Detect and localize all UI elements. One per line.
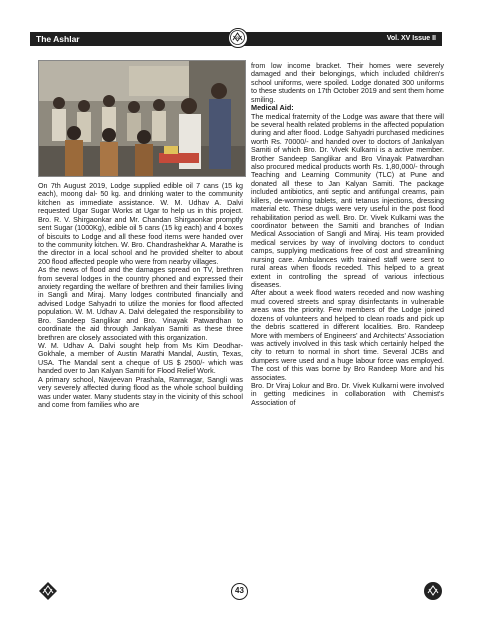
masonic-emblem-icon: [228, 28, 248, 48]
paragraph: As the news of flood and the damages spread on TV, brethren from several lodges in the country phoned and expressed their anxiety regarding the welfare of brethren and their families living in Sangli and Miraj. Many lodges contributed financially and advised Lodge Sahyadri to utilize the monies for flood affected population. W. M. Udhav A. Dalvi delegated the responsibility to Bro. Sandeep Sanglikar and Bro. Vinayak Patwardhan to coordinate the aid through Jankalyan Samiti as these three brethren are closely associated with this organization.: [38, 266, 243, 342]
paragraph: On 7th August 2019, Lodge supplied edible oil 7 cans (15 kg each), moong dal- 50 kg. and drinking water to the community kitchen as immediate assistance. W. M. Udhav A. Dalvi requested Ugar Sugar Works at Ugar to help us in this project. Bro. R. V. Shirgaonkar and Mr. Chandan Shirgaonkar promptly sent Sugar (1000Kg), edible oil 5 cans (15 kg each) and 4 boxes of biscuits to Lodge and all these food items were handed over to the community kitchen. W. Bro. Chandrashekhar A. Marathe is the director in a local school and he provided shelter to about 200 flood affected people who were from nearby villages.: [38, 182, 243, 266]
paragraph: A primary school, Navjeevan Prashala, Ramnagar, Sangli was very severely affected during flood as the whole school building was under water. Many students stay in the vicinity of this school and come from families who are: [38, 375, 243, 409]
paragraph: W. M. Udhav A. Dalvi sought help from Ms Kim Deodhar-Gokhale, a member of Austin Marathi Mandal, Austin, Texas, USA. The Mandal sent a cheque of US $ 2500/- which was handed over to Jan Kalyan Samiti for Flood Relief Work.: [38, 342, 243, 376]
paragraph: Bro. Dr Viraj Lokur and Bro. Dr. Vivek Kulkarni were involved in getting medicines in collaboration with Chemist's Association of: [251, 382, 444, 407]
event-photo: [38, 60, 246, 177]
publication-title: The Ashlar: [36, 34, 80, 44]
left-column: [38, 182, 243, 409]
photo-food-distribution-children-icon: [39, 61, 245, 176]
masonic-emblem-icon: [38, 581, 58, 601]
paragraph: After about a week flood waters receded and now washing mud covered streets and spray disinfectants in vulnerable areas was the priority. Few members of the Lodge joined dozens of volunteers and helped to clean roads and pick up the debris scattered in different localities. Bro. Randeep More with members of Engineers' and Architects' Association was actively involved in this task which certainly helped the city to return to normal in short time. Several JCBs and dumpers were used and a huge labour force was employed. The cost of this was borne by Bro Randeep More and his associates.: [251, 289, 444, 382]
paragraph: The medical fraternity of the Lodge was aware that there will be several health related problems in the affected population during and after flood. Lodge Sahyadri purchased medicines worth Rs. 70000/- and handed over to doctors of Jankalyan Samiti of which Bro. Dr. Vivek Kulkarni is a active member. Brother Sandeep Sanglikar and Bro Vinayak Patwardhan also procured medical products worth Rs. 1,80,000/- through Teaching and Learning Community (TLC) at Pune and donated all these to Jan Kalyan Samiti. The package included antibiotics, anti septic and antifungal creams, pain killers, de-worming tablets, anti tetanus injections, dressing material etc. These drugs were very useful in the post flood rehabilitation period as well. Bro. Dr. Vivek Kulkarni was the coordinator between the Samiti and branches of Indian Medical Association of Sangli and Miraj. His team provided medical services by way of involving doctors to conduct camps, supplying medications free of cost and streamlining nursing care. Ambulances with trained staff were sent to rural areas when floods receded. This helped to a great extent in controlling the spread of various infectious diseases.: [251, 112, 444, 289]
section-heading: Medical Aid:: [251, 103, 294, 113]
svg-text:G: G: [235, 35, 240, 40]
page-number: 43: [231, 583, 248, 600]
issue-label: Vol. XV Issue II: [386, 35, 436, 42]
right-column: [251, 62, 444, 407]
masonic-emblem-icon: [423, 581, 443, 601]
paragraph: from low income bracket. Their homes were severely damaged and their belongings, which included children's school uniforms, were spoiled. Lodge donated 300 uniforms to these students on 17th October 2019 and sent them home smiling.: [251, 62, 444, 104]
